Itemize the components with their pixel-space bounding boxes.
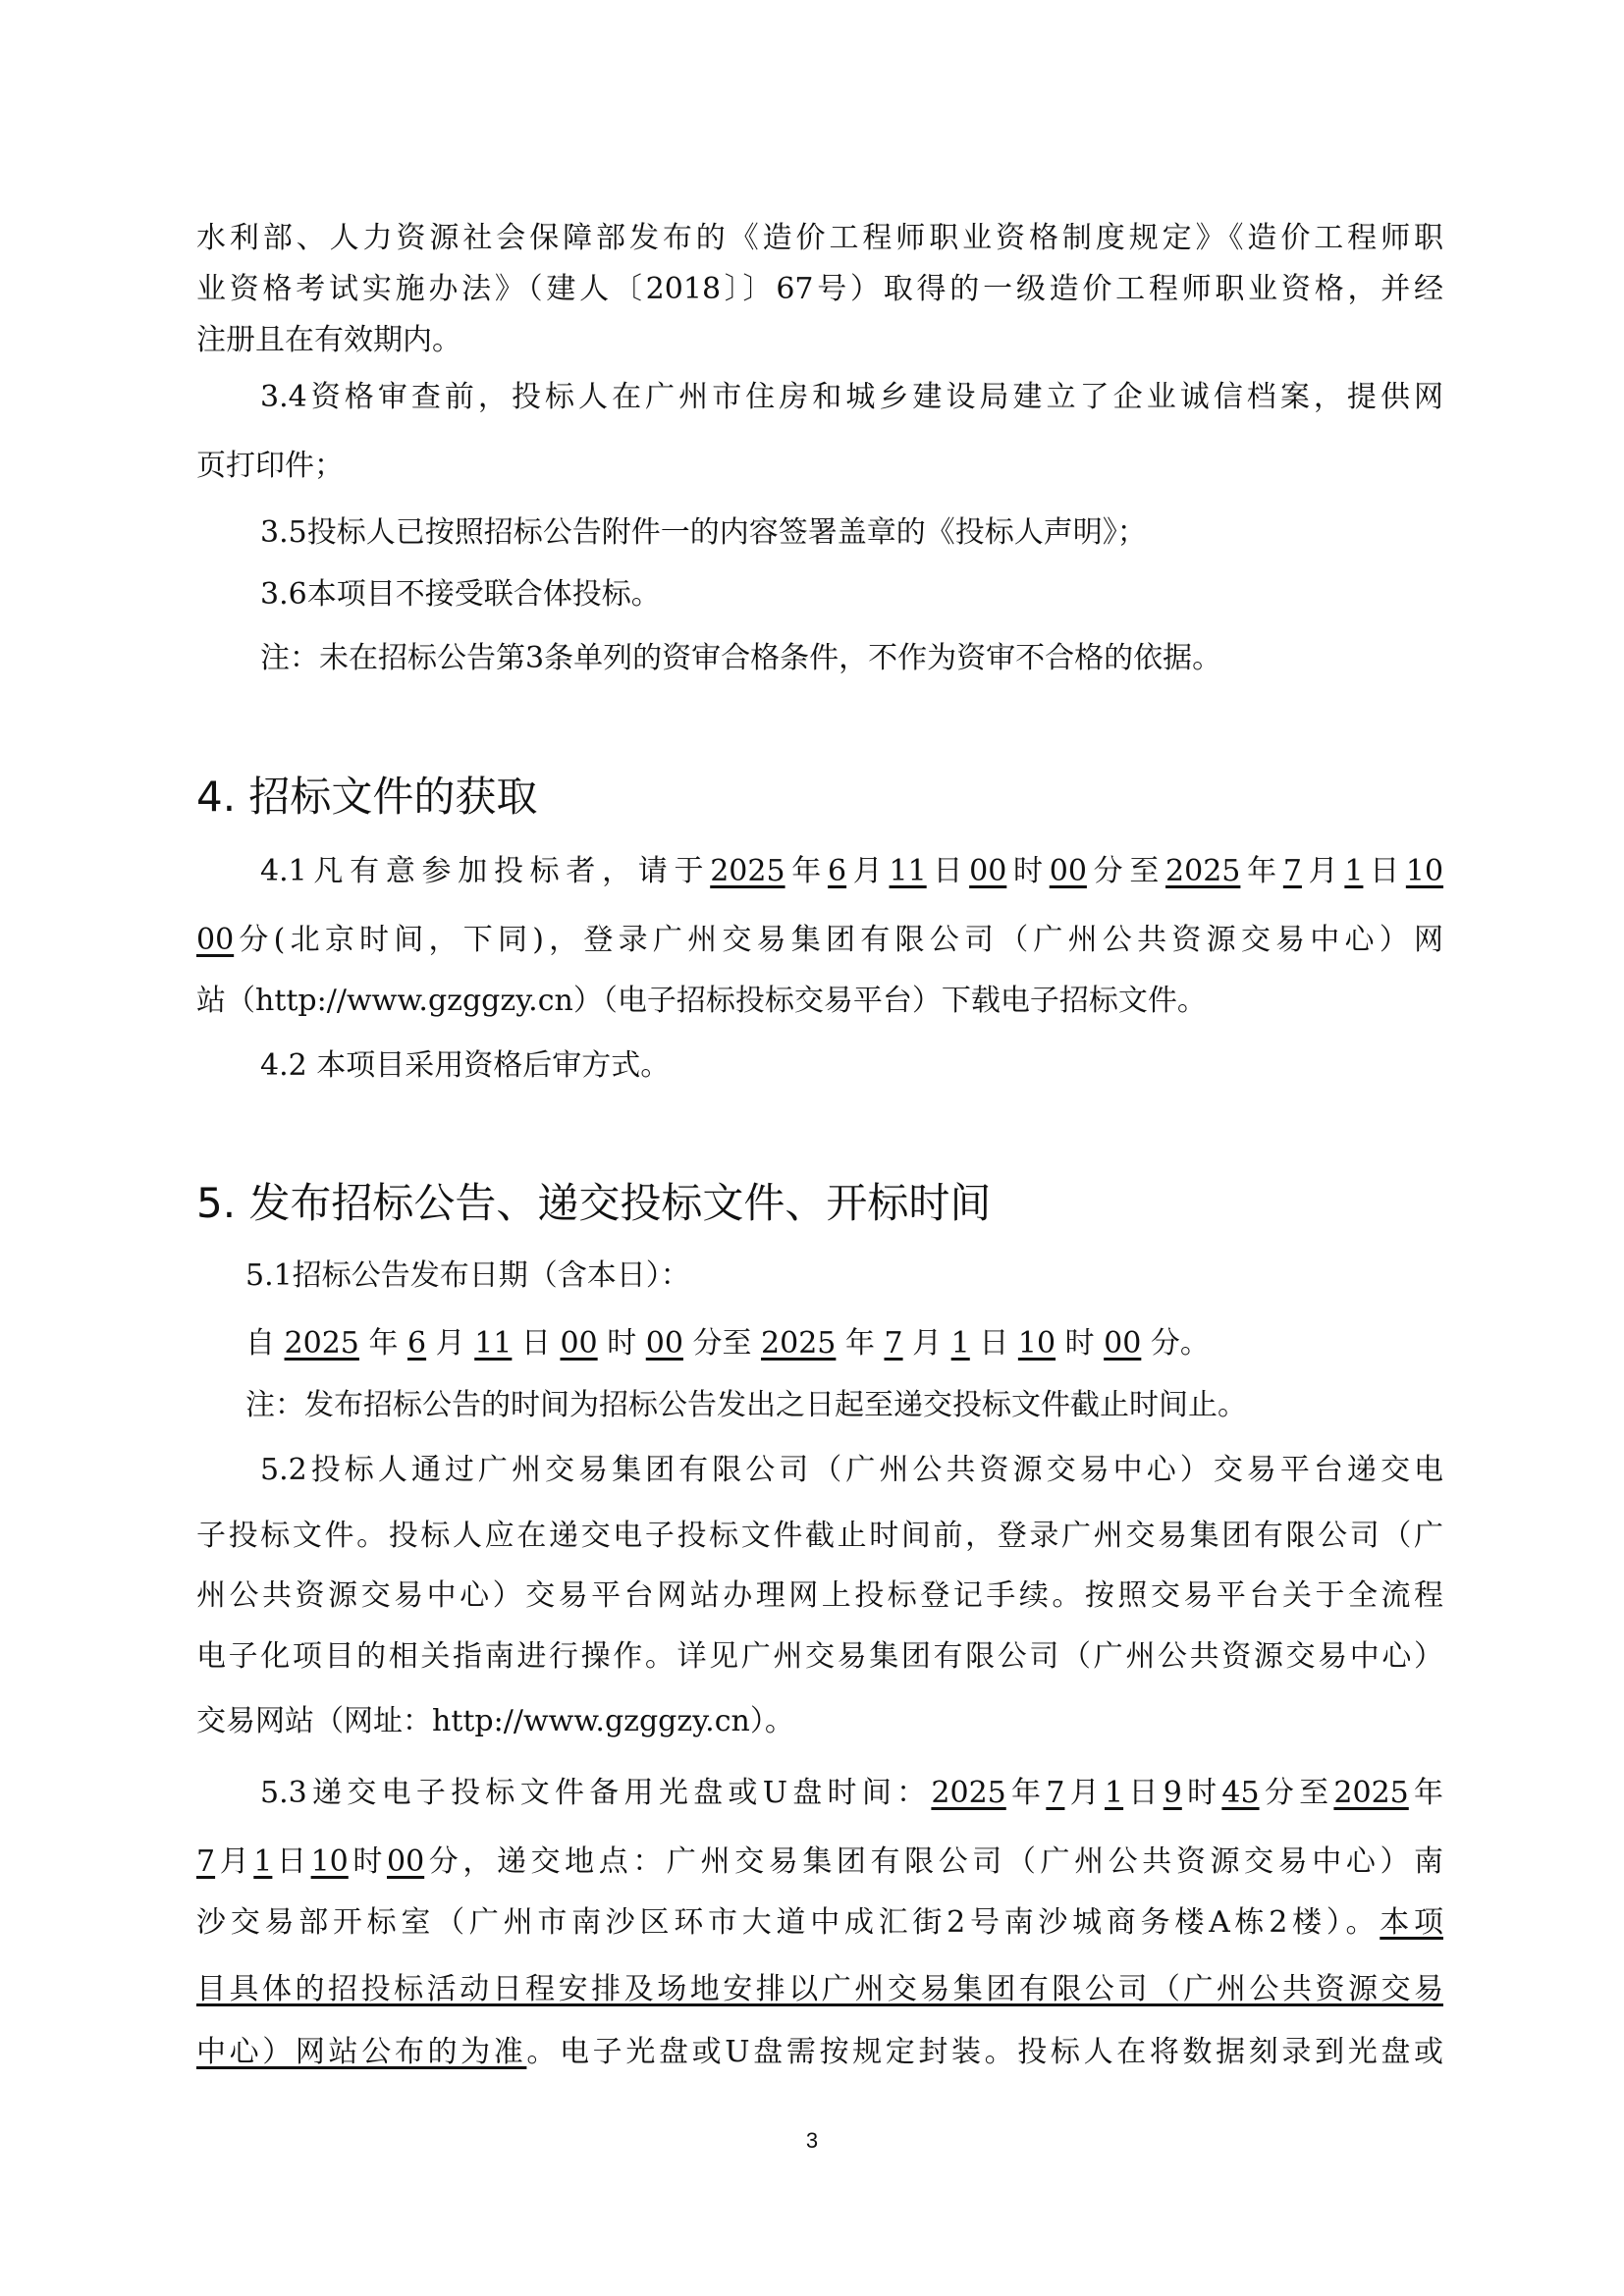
- paragraph-line: 5.2投标人通过广州交易集团有限公司（广州公共资源交易中心）交易平台递交电: [260, 1453, 1443, 1487]
- paragraph-line: 沙交易部开标室（广州市南沙区环市大道中成汇街2号南沙城商务楼A栋2楼）。本项: [196, 1905, 1443, 1940]
- paragraph-3-5: 3.5投标人已按照招标公告附件一的内容签署盖章的《投标人声明》；: [260, 515, 1147, 550]
- paragraph-line: 州公共资源交易中心）交易平台网站办理网上投标登记手续。按照交易平台关于全流程: [196, 1578, 1443, 1613]
- paragraph-5-1-dates: 自 2025 年 6 月 11 日 00 时 00 分至 2025 年 7 月 1 日 10 时 00 分。: [245, 1326, 1210, 1361]
- paragraph-line: 7月1日10时00分，递交地点：广州交易集团有限公司（广州公共资源交易中心）南: [196, 1844, 1444, 1879]
- section3-note: 注：未在招标公告第3条单列的资审合格条件，不作为资审不合格的依据。: [260, 641, 1222, 675]
- paragraph-line: 中心）网站公布的为准。电子光盘或U盘需按规定封装。投标人在将数据刻录到光盘或: [196, 2035, 1443, 2069]
- section-heading-4: 4. 招标文件的获取: [196, 773, 538, 821]
- paragraph-line: 水利部、人力资源社会保障部发布的《造价工程师职业资格制度规定》《造价工程师职: [196, 221, 1443, 255]
- paragraph-line: 5.3递交电子投标文件备用光盘或U盘时间：2025年7月1日9时45分至2025年: [260, 1776, 1444, 1810]
- paragraph-line: 业资格考试实施办法》（建人〔2018〕〕67号）取得的一级造价工程师职业资格，并经: [196, 272, 1443, 306]
- paragraph-line: 3.4资格审查前，投标人在广州市住房和城乡建设局建立了企业诚信档案，提供网: [260, 380, 1443, 414]
- section5-note: 注：发布招标公告的时间为招标公告发出之日起至递交投标文件截止时间止。: [245, 1388, 1247, 1422]
- paragraph-line: 交易网站（网址：http://www.gzggzy.cn）。: [196, 1704, 794, 1738]
- paragraph-line: 目具体的招投标活动日程安排及场地安排以广州交易集团有限公司（广州公共资源交易: [196, 1972, 1443, 2006]
- paragraph-line: 电子化项目的相关指南进行操作。详见广州交易集团有限公司（广州公共资源交易中心）: [196, 1639, 1443, 1674]
- paragraph-line: 注册且在有效期内。: [196, 323, 461, 357]
- paragraph-line: 页打印件；: [196, 449, 344, 483]
- paragraph-line: 站（http://www.gzggzy.cn）（电子招标投标交易平台）下载电子招标文件。: [196, 984, 1207, 1018]
- paragraph-line: 子投标文件。投标人应在递交电子投标文件截止时间前，登录广州交易集团有限公司（广: [196, 1519, 1443, 1553]
- section-heading-5: 5. 发布招标公告、递交投标文件、开标时间: [196, 1179, 992, 1227]
- paragraph-line: 00分(北京时间，下同)，登录广州交易集团有限公司（广州公共资源交易中心）网: [196, 923, 1443, 957]
- paragraph-line: 4.1凡有意参加投标者，请于2025年6月11日00时00分至2025年7月1日10: [260, 854, 1444, 888]
- paragraph-3-6: 3.6本项目不接受联合体投标。: [260, 577, 661, 612]
- page-number: 3: [805, 2128, 819, 2153]
- paragraph-5-1: 5.1招标公告发布日期（含本日）：: [245, 1258, 690, 1293]
- paragraph-4-2: 4.2 本项目采用资格后审方式。: [260, 1048, 671, 1083]
